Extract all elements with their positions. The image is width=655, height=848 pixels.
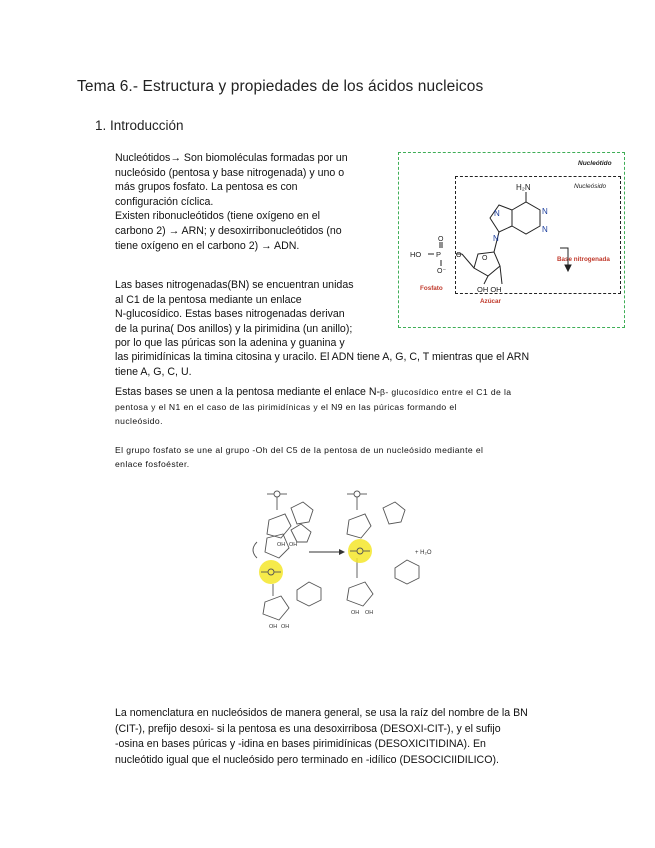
base-ring-right-top: [383, 502, 405, 524]
text-line: por lo que las púricas son la adenina y guanina y: [115, 337, 345, 350]
ring-oxygen: O: [482, 255, 488, 262]
text-line: pentosa y el N1 en el caso de las pirimidínicas y el N9 en las púricas formando el: [115, 401, 457, 412]
oh-label: OH: [289, 542, 298, 548]
oh-label: OH: [351, 610, 360, 616]
base-ring-right-bottom: [395, 560, 419, 584]
text-line: nucleósido (pentosa y base nitrogenada) y uno o: [115, 166, 345, 179]
label-nucleotido: Nucleótido: [578, 160, 612, 167]
n-atom: N: [494, 209, 500, 218]
h2n-label: H₂N: [516, 183, 531, 192]
text-line: tiene A, G, C, U.: [115, 365, 192, 378]
pyrimidine-ring: [512, 202, 540, 234]
paragraph-enlace-glucosidico: [115, 385, 595, 428]
c5-bond: [462, 254, 474, 268]
text-line: nucleótido igual que el nucleósido pero terminado en -idílico (DESOCICIIDILICO).: [115, 753, 499, 766]
label-fosfato: Fosfato: [420, 285, 443, 292]
n-atom: N: [493, 234, 499, 243]
text-line: Las bases nitrogenadas(BN) se encuentran unidas: [115, 279, 354, 291]
text-line: N-glucosídico. Estas bases nitrogenadas derivan: [115, 308, 345, 321]
text-line: enlace fosfoéster.: [115, 459, 190, 470]
text-line: configuración cíclica.: [115, 195, 214, 208]
oh-label: OH: [365, 610, 374, 616]
text-line: [115, 385, 595, 400]
oh-oh-label: OH OH: [477, 285, 502, 294]
ester-oxygen: O: [456, 252, 462, 259]
oh-label: OH: [277, 542, 286, 548]
text-line: -osina en bases púricas y -idina en bases pirimidínicas (DESOXICITIDINA). En: [115, 738, 486, 750]
text-line: Nucleótidos→ Son biomoléculas formadas por un: [115, 152, 348, 164]
phosphate-atom: [354, 491, 360, 497]
section-heading: 1. Introducción: [95, 118, 184, 133]
paragraph-nomenclatura: [115, 706, 585, 768]
hydroxyl-bond: [500, 266, 502, 284]
fosfoester-reaction: [245, 480, 460, 640]
label-nucleosido: Nucleósido: [574, 183, 607, 190]
hydroxyl-bond: [484, 276, 488, 284]
sugar-ring-right-top: [347, 514, 371, 538]
sugar-ring-left-top: [267, 514, 291, 538]
text-line: nucleósido.: [115, 416, 163, 426]
text-line: tiene oxígeno en el carbono 2) → ADN.: [115, 239, 300, 252]
text-segment: Estas bases se unen a la pentosa mediante el enlace N-: [115, 386, 381, 398]
text-line: El grupo fosfato se une al grupo -Oh del C5 de la pentosa de un nucleósido mediante el: [115, 445, 484, 455]
nucleotide-structure: [398, 152, 625, 328]
phosphate-atom: [274, 491, 280, 497]
oh-label: OH: [269, 624, 278, 630]
curved-arrow: [253, 542, 257, 558]
label-azucar: Azúcar: [480, 298, 501, 305]
n-atom: N: [542, 225, 548, 234]
oh-label: OH: [281, 624, 290, 630]
paragraph-nucleotidos: [115, 151, 385, 253]
text-line: carbono 2) → ARN; y desoxirribonucleótidos (no: [115, 224, 342, 237]
text-line: de la purina( Dos anillos) y la pirimidina (un anillo);: [115, 322, 353, 335]
phosphate-oxygen: O: [438, 236, 444, 243]
text-line: al C1 de la pentosa mediante un enlace: [115, 293, 302, 306]
base-ring-left-bottom: [297, 582, 321, 606]
page-title: Tema 6.- Estructura y propiedades de los ácidos nucleicos: [77, 78, 484, 95]
arrow-head: [565, 265, 571, 271]
paragraph-bases-continued: [115, 350, 590, 379]
text-line: Existen ribonucleótidos (tiene oxígeno en el: [115, 210, 320, 223]
text-line: las pirimidínicas la timina citosina y uracilo. El ADN tiene A, G, C, T mientras que el ARN: [115, 351, 530, 363]
phosphate-oxygen-minus: O⁻: [437, 268, 447, 275]
paragraph-bases-nitrogenadas: [115, 278, 390, 351]
beta-symbol: β: [380, 387, 386, 397]
reaction-arrow-head: [339, 549, 345, 555]
water-label: + H₂O: [415, 550, 432, 556]
base-ring-left-mid: [291, 524, 311, 542]
base-ring-left-top: [291, 502, 313, 524]
paragraph-fosfoester: [115, 443, 595, 472]
sugar-ring-left-bottom: [263, 596, 289, 620]
label-base-nitrogenada: Base nitrogenada: [557, 256, 610, 263]
sugar-ring-right-bottom: [347, 582, 373, 606]
text-segment: - glucosídico entre el C1 de la: [385, 387, 512, 397]
n-atom: N: [542, 207, 548, 216]
text-line: más grupos fosfato. La pentosa es con: [115, 181, 298, 194]
phosphorus-atom: P: [436, 250, 442, 259]
text-line: (CIT-), prefijo desoxi- si la pentosa es una desoxirribosa (DESOXI-CIT-), y el sufijo: [115, 722, 501, 735]
text-line: La nomenclatura en nucleósidos de manera general, se usa la raíz del nombre de la BN: [115, 707, 528, 719]
ho-label: HO: [410, 250, 422, 259]
